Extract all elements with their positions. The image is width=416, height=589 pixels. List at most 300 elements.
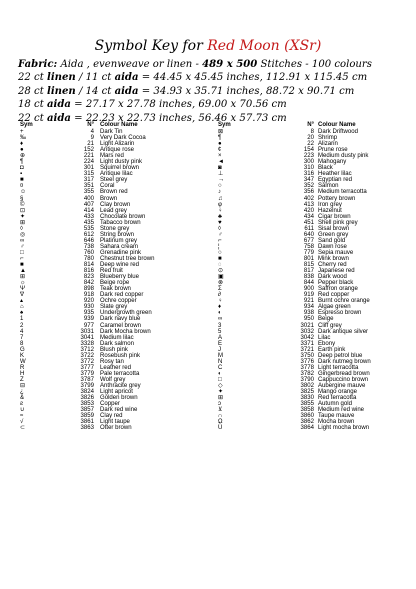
table-row	[20, 425, 215, 431]
colour-name-cell: Dark Driftwood	[318, 129, 358, 135]
number-cell: 844	[303, 280, 314, 287]
colour-name-cell: Mocha brown	[318, 419, 355, 426]
number-cell: 402	[303, 195, 314, 202]
symbol-cell: ◐	[218, 310, 222, 317]
table-row	[218, 425, 413, 431]
colour-name-cell: Blueberry blue	[100, 274, 139, 281]
colour-name-cell: Coral	[100, 183, 115, 190]
symbol-cell: N	[218, 358, 223, 365]
size-part: linen	[46, 72, 76, 84]
colour-name-cell: Light dusty pink	[100, 159, 143, 166]
number-cell: 838	[303, 274, 314, 281]
colour-name-cell: Antique lilac	[100, 171, 133, 178]
size-part: 22 ct	[18, 72, 47, 84]
colour-name-cell: Aubergine mauve	[318, 382, 366, 389]
symbol-cell: 1	[20, 316, 24, 323]
colour-name-cell: Wolf grey	[100, 376, 126, 383]
symbol-cell: ƨ	[20, 401, 24, 408]
colour-name-cell: Cigar brown	[318, 213, 351, 220]
number-cell: 938	[303, 310, 314, 317]
colour-name-cell: Deep petrol blue	[318, 352, 363, 359]
number-cell: 3858	[300, 407, 314, 414]
number-cell: 3802	[300, 382, 314, 389]
number-cell: 3021	[300, 322, 314, 329]
symbol-cell: ¶	[218, 135, 222, 142]
colour-name-cell: Light Alizarin	[100, 141, 135, 148]
colour-name-cell: Otter brown	[100, 425, 132, 432]
colour-name-cell: Chestnut tree brown	[100, 255, 155, 262]
colour-name-cell: Dark wood	[318, 274, 347, 281]
number-cell: 413	[303, 201, 314, 208]
number-cell: 640	[303, 231, 314, 238]
page-title	[0, 38, 416, 54]
symbol-cell: ⌐	[20, 255, 24, 262]
colour-name-cell: Dark navy blue	[100, 316, 141, 323]
header-name: Colour Name	[100, 122, 138, 128]
number-cell: 814	[83, 262, 94, 269]
symbol-cell: ☼	[20, 280, 26, 287]
colour-name-cell: Caramel brown	[100, 322, 141, 329]
fabric-label: Fabric:	[18, 59, 58, 70]
colour-name-cell: Brown red	[100, 189, 128, 196]
colour-name-cell: Steel grey	[100, 177, 128, 184]
symbol-cell: ∞	[20, 237, 25, 244]
header-num: N°	[87, 122, 94, 128]
symbol-cell: W	[20, 358, 26, 365]
colour-name-cell: Stone grey	[100, 225, 130, 232]
symbol-cell: &	[20, 395, 25, 402]
number-cell: 3830	[300, 395, 314, 402]
colour-name-cell: Light taupe	[100, 419, 130, 426]
number-cell: 3853	[80, 401, 94, 408]
colour-name-cell: Heather lilac	[318, 171, 352, 178]
stitch-count: Stitches - 100 colours	[257, 59, 372, 70]
colour-name-cell: Deep wine red	[100, 262, 139, 269]
number-cell: 3787	[80, 376, 94, 383]
colour-name-cell: Cherry red	[318, 262, 347, 269]
header-name: Colour Name	[318, 122, 356, 128]
number-cell: 758	[303, 243, 314, 250]
symbol-cell: ≈	[20, 413, 24, 420]
number-cell: 920	[83, 298, 94, 305]
colour-name-cell: Prune rose	[318, 147, 348, 154]
number-cell: 347	[303, 177, 314, 184]
number-cell: 317	[83, 177, 94, 184]
colour-name-cell: Iron grey	[318, 201, 342, 208]
colour-name-cell: Pepper black	[318, 280, 354, 287]
colour-name-cell: Light apricot	[100, 389, 133, 396]
colour-name-cell: Antique rose	[100, 147, 134, 154]
symbol-cell: □	[218, 376, 222, 383]
colour-name-cell: Alizarin	[318, 141, 338, 148]
stitch-size: 489 x 500	[202, 59, 258, 70]
colour-name-cell: Cliff grey	[318, 322, 342, 329]
colour-name-cell: Dark nutmeg brown	[318, 358, 371, 365]
colour-name-cell: Shrimp	[318, 135, 338, 142]
colour-name-cell: Salmon	[318, 183, 339, 190]
size-part: 22 ct	[18, 112, 47, 124]
symbol-cell: Ψ	[20, 286, 26, 293]
colour-name-cell: Teak brown	[100, 286, 131, 293]
symbol-cell: ♦	[20, 141, 24, 148]
symbol-cell: M	[218, 352, 224, 359]
symbol-cell: ⊟	[20, 382, 26, 389]
colour-name-cell: Taupe mauve	[318, 413, 355, 420]
colour-name-cell: Platinum grey	[100, 237, 137, 244]
symbol-cell: ♀	[218, 298, 223, 305]
symbol-cell: ♣	[218, 213, 222, 220]
colour-name-cell: Tabacco brown	[100, 219, 141, 226]
colour-name-cell: Red terracotta	[318, 395, 357, 402]
number-cell: 842	[83, 280, 94, 287]
number-cell: 3859	[80, 413, 94, 420]
colour-name-cell: Ebony	[318, 340, 336, 347]
number-cell: 420	[303, 207, 314, 214]
symbol-cell: ■	[20, 262, 24, 269]
symbol-cell: ♫	[218, 195, 223, 202]
colour-name-cell: Sand gold	[318, 237, 346, 244]
size-part: = 34.93 x 35.71 inches, 88.72 x 90.71 cm	[138, 85, 355, 97]
symbol-cell: ■	[20, 177, 24, 184]
number-cell: 3782	[300, 370, 314, 377]
number-cell: 3031	[80, 328, 94, 335]
symbol-cell: ɔ	[218, 401, 222, 408]
symbol-cell: ∞	[218, 316, 223, 323]
symbol-cell: ∩	[218, 413, 223, 420]
symbol-cell: ⊞	[20, 274, 26, 281]
number-cell: 3779	[80, 370, 94, 377]
number-cell: 900	[303, 286, 314, 293]
size-part: / 11 ct	[75, 72, 115, 84]
symbol-cell: ◄	[218, 159, 224, 166]
colour-name-cell: Grenadine pink	[100, 249, 142, 256]
symbol-cell: ⊥	[218, 171, 224, 178]
number-cell: 817	[303, 268, 314, 275]
symbol-cell: J	[218, 346, 222, 353]
colour-name-cell: Clay red	[100, 413, 123, 420]
size-line	[18, 98, 408, 111]
number-cell: 801	[303, 255, 314, 262]
symbol-cell: 2	[20, 322, 24, 329]
number-cell: 738	[83, 243, 94, 250]
number-cell: 310	[303, 165, 314, 172]
colour-name-cell: Chocolate brown	[100, 213, 146, 220]
number-cell: 3778	[300, 364, 314, 371]
colour-name-cell: Medium red wine	[318, 407, 365, 414]
symbol-cell: √	[20, 419, 24, 426]
symbol-cell: ◊	[218, 225, 221, 232]
colour-name-cell: Dark antique silver	[318, 328, 369, 335]
number-cell: 154	[303, 147, 314, 154]
number-cell: 352	[303, 183, 314, 190]
colour-name-cell: Saffron orange	[318, 286, 358, 293]
colour-name-cell: Black	[318, 165, 333, 172]
size-part: aida	[46, 99, 71, 111]
colour-name-cell: Cappuccino brown	[318, 376, 369, 383]
symbol-cell: ¢	[218, 147, 222, 154]
symbol-cell: ■	[218, 255, 222, 262]
number-cell: 435	[83, 219, 94, 226]
symbol-cell: Σ	[218, 286, 222, 293]
colour-name-cell: Mango orange	[318, 389, 357, 396]
number-cell: 930	[83, 304, 94, 311]
symbol-cell: ¿	[20, 389, 24, 396]
title-prefix: Symbol Key for	[94, 38, 203, 54]
number-cell: 816	[83, 268, 94, 275]
symbol-cell: ∪	[20, 407, 25, 414]
number-cell: 3328	[80, 340, 94, 347]
symbol-cell: ▴	[20, 298, 24, 305]
colour-name-cell: Lead grey	[100, 207, 127, 214]
colour-name-cell: Earth pink	[318, 346, 346, 353]
size-part: aida	[114, 85, 139, 97]
colour-name-cell: Medium lilac	[100, 334, 134, 341]
number-cell: 3857	[80, 407, 94, 414]
colour-name-cell: Dark salmon	[100, 340, 134, 347]
colour-name-cell: Sisal brown	[318, 225, 350, 232]
symbol-cell: ◌	[218, 262, 222, 269]
colour-name-cell: Leather red	[100, 364, 131, 371]
symbol-cell: R	[20, 364, 25, 371]
number-cell: 898	[83, 286, 94, 293]
symbol-table-left	[20, 122, 215, 431]
number-cell: 3772	[80, 358, 94, 365]
symbol-cell: 4	[20, 328, 24, 335]
number-cell: 535	[83, 225, 94, 232]
number-cell: 355	[83, 189, 94, 196]
number-cell: 9	[90, 135, 94, 142]
colour-name-cell: Undergrowth green	[100, 310, 152, 317]
number-cell: 3750	[300, 352, 314, 359]
colour-name-cell: Brown	[100, 195, 118, 202]
symbol-cell: ○	[218, 183, 222, 190]
colour-name-cell: Light terracotta	[318, 364, 359, 371]
symbol-cell: ◘	[20, 165, 24, 172]
symbol-cell: ◐	[218, 370, 222, 377]
colour-name-cell: Sahara cream	[100, 243, 138, 250]
table-header	[20, 122, 215, 129]
symbol-cell: ⌂	[20, 304, 24, 311]
number-cell: 780	[83, 255, 94, 262]
fabric-line	[18, 58, 408, 71]
size-list	[18, 71, 408, 125]
symbol-cell: ▪	[20, 171, 23, 178]
symbol-cell: 8	[20, 340, 24, 347]
symbol-cell: ◊	[20, 225, 23, 232]
number-cell: 433	[83, 213, 94, 220]
symbol-cell: ♦	[218, 304, 222, 311]
colour-name-cell: Squirrel brown	[100, 165, 139, 172]
size-line	[18, 71, 408, 84]
symbol-cell: ×	[218, 153, 222, 160]
number-cell: 3722	[80, 352, 94, 359]
symbol-cell: ⊞	[218, 395, 224, 402]
number-cell: 3777	[80, 364, 94, 371]
colour-name-cell: Beige	[318, 316, 334, 323]
colour-name-cell: Mink brown	[318, 255, 349, 262]
symbol-cell: →	[218, 177, 225, 184]
number-cell: 221	[83, 153, 94, 160]
number-cell: 3826	[80, 395, 94, 402]
number-cell: 3721	[300, 346, 314, 353]
colour-name-cell: Gingerbread brown	[318, 370, 370, 377]
number-cell: 3041	[80, 334, 94, 341]
colour-name-cell: Dark red wine	[100, 407, 138, 414]
symbol-cell: ⊻	[218, 407, 223, 414]
colour-name-cell: Red copper	[318, 292, 350, 299]
symbol-cell: §	[20, 195, 24, 202]
symbol-cell: ☺	[20, 189, 27, 196]
pattern-name: Red Moon (XSr)	[207, 38, 322, 54]
number-cell: 414	[83, 207, 94, 214]
number-cell: 3861	[80, 419, 94, 426]
number-cell: 152	[83, 147, 94, 154]
symbol-cell: Ω	[218, 419, 223, 426]
colour-name-cell: Slate grey	[100, 304, 128, 311]
size-part: 18 ct	[18, 99, 47, 111]
symbol-cell: K	[20, 352, 25, 359]
number-cell: 918	[83, 292, 94, 299]
colour-name-cell: Espresso brown	[318, 310, 362, 317]
number-cell: 3860	[300, 413, 314, 420]
colour-name-cell: Burnt ochre orange	[318, 298, 370, 305]
symbol-cell: ♀	[218, 207, 223, 214]
symbol-cell: ⌐	[218, 237, 222, 244]
symbol-cell: ◎	[20, 231, 26, 238]
symbol-cell: ‰	[20, 135, 27, 142]
symbol-cell: +	[20, 129, 24, 135]
symbol-cell: ⊙	[218, 268, 224, 275]
size-part: / 14 ct	[75, 85, 115, 97]
number-cell: 3824	[80, 389, 94, 396]
colour-name-cell: Mars red	[100, 153, 124, 160]
number-cell: 224	[83, 159, 94, 166]
colour-name-cell: Dark red copper	[100, 292, 144, 299]
number-cell: 316	[303, 171, 314, 178]
number-cell: 351	[83, 183, 94, 190]
symbol-cell: ⊂	[20, 425, 26, 432]
number-cell: 677	[303, 237, 314, 244]
symbol-cell: ¤	[20, 183, 24, 190]
symbol-cell: ♠	[20, 310, 24, 317]
fabric-info	[18, 58, 408, 125]
colour-name-cell: Anthracite grey	[100, 382, 141, 389]
symbol-cell: ●	[218, 141, 222, 148]
number-cell: 3042	[300, 334, 314, 341]
size-part: aida	[114, 72, 139, 84]
number-cell: 3799	[80, 382, 94, 389]
number-cell: 3825	[300, 389, 314, 396]
colour-name-cell: Shell pink grey	[318, 219, 358, 226]
symbol-cell: ♂	[218, 231, 223, 238]
symbol-cell: ¦	[218, 243, 220, 250]
size-part: = 44.45 x 45.45 inches, 112.91 x 115.45 cm	[138, 72, 368, 84]
number-cell: 611	[304, 225, 314, 232]
number-cell: 301	[83, 165, 94, 172]
number-cell: 950	[303, 316, 314, 323]
number-cell: 779	[303, 249, 314, 256]
number-cell: 977	[83, 322, 94, 329]
number-cell: 300	[303, 159, 314, 166]
colour-name-cell: Clay brown	[100, 201, 131, 208]
number-cell: 3371	[300, 340, 314, 347]
number-cell: 3863	[80, 425, 94, 432]
number-cell: 451	[303, 219, 314, 226]
number-cell: 3790	[300, 376, 314, 383]
number-cell: 8	[310, 129, 314, 135]
colour-name-cell: Copper	[100, 401, 120, 408]
colour-name-cell: Japanese red	[318, 268, 355, 275]
number-cell: 919	[303, 292, 314, 299]
symbol-cell: ◇	[218, 382, 223, 389]
number-cell: 21	[87, 141, 94, 148]
symbol-cell: ♂	[20, 243, 25, 250]
colour-name-cell: Pottery brown	[318, 195, 356, 202]
symbol-cell: ♪	[218, 189, 222, 196]
colour-name-cell: Golden brown	[100, 395, 138, 402]
colour-name-cell: Mahogany	[318, 159, 347, 166]
symbol-cell: ▲	[20, 268, 26, 275]
colour-name-cell: Autumn gold	[318, 401, 352, 408]
symbol-cell: ∇	[20, 292, 25, 299]
symbol-cell: Ü	[218, 425, 223, 432]
header-num: N°	[307, 122, 314, 128]
symbol-cell: ⊠	[218, 129, 224, 135]
colour-name-cell: Algae green	[318, 304, 351, 311]
number-cell: 3855	[300, 401, 314, 408]
symbol-cell: ⊡	[20, 207, 26, 214]
symbol-cell: φ	[218, 201, 222, 208]
colour-name-cell: Very Dark Cocoa	[100, 135, 146, 142]
colour-name-cell: Blush pink	[100, 346, 128, 353]
symbol-cell: Z	[20, 376, 24, 383]
number-cell: 646	[83, 237, 94, 244]
colour-name-cell: Pale terracotta	[100, 370, 140, 377]
size-line	[18, 85, 408, 98]
symbol-cell: 7	[20, 334, 24, 341]
number-cell: 921	[303, 298, 314, 305]
number-cell: 3032	[300, 328, 314, 335]
colour-name-cell: Light mocha brown	[318, 425, 370, 432]
colour-name-cell: String brown	[100, 231, 134, 238]
number-cell: 3862	[300, 419, 314, 426]
colour-name-cell: Medium terracotta	[318, 189, 367, 196]
number-cell: 760	[83, 249, 94, 256]
colour-name-cell: Dark Mocha brown	[100, 328, 151, 335]
colour-name-cell: Dawn rose	[318, 243, 347, 250]
symbol-cell: C	[218, 364, 223, 371]
symbol-cell: ©	[20, 201, 25, 208]
colour-name-cell: Egyptian red	[318, 177, 352, 184]
symbol-cell: 3	[218, 322, 222, 329]
symbol-cell: H	[20, 370, 25, 377]
symbol-table-right	[218, 122, 413, 431]
symbol-cell: ✦	[20, 213, 26, 220]
table-header	[218, 122, 413, 129]
number-cell: 612	[83, 231, 94, 238]
number-cell: 3776	[300, 358, 314, 365]
colour-name-cell: Beige rope	[100, 280, 130, 287]
symbol-cell: ∂	[218, 292, 221, 299]
number-cell: 934	[303, 304, 314, 311]
size-part: aida	[46, 112, 71, 124]
colour-name-cell: Medium dusty pink	[318, 153, 369, 160]
number-cell: 823	[83, 274, 94, 281]
symbol-cell: 5	[218, 328, 222, 335]
number-cell: 400	[83, 195, 94, 202]
symbol-cell: ◙	[218, 165, 222, 172]
colour-name-cell: Rosebush pink	[100, 352, 141, 359]
